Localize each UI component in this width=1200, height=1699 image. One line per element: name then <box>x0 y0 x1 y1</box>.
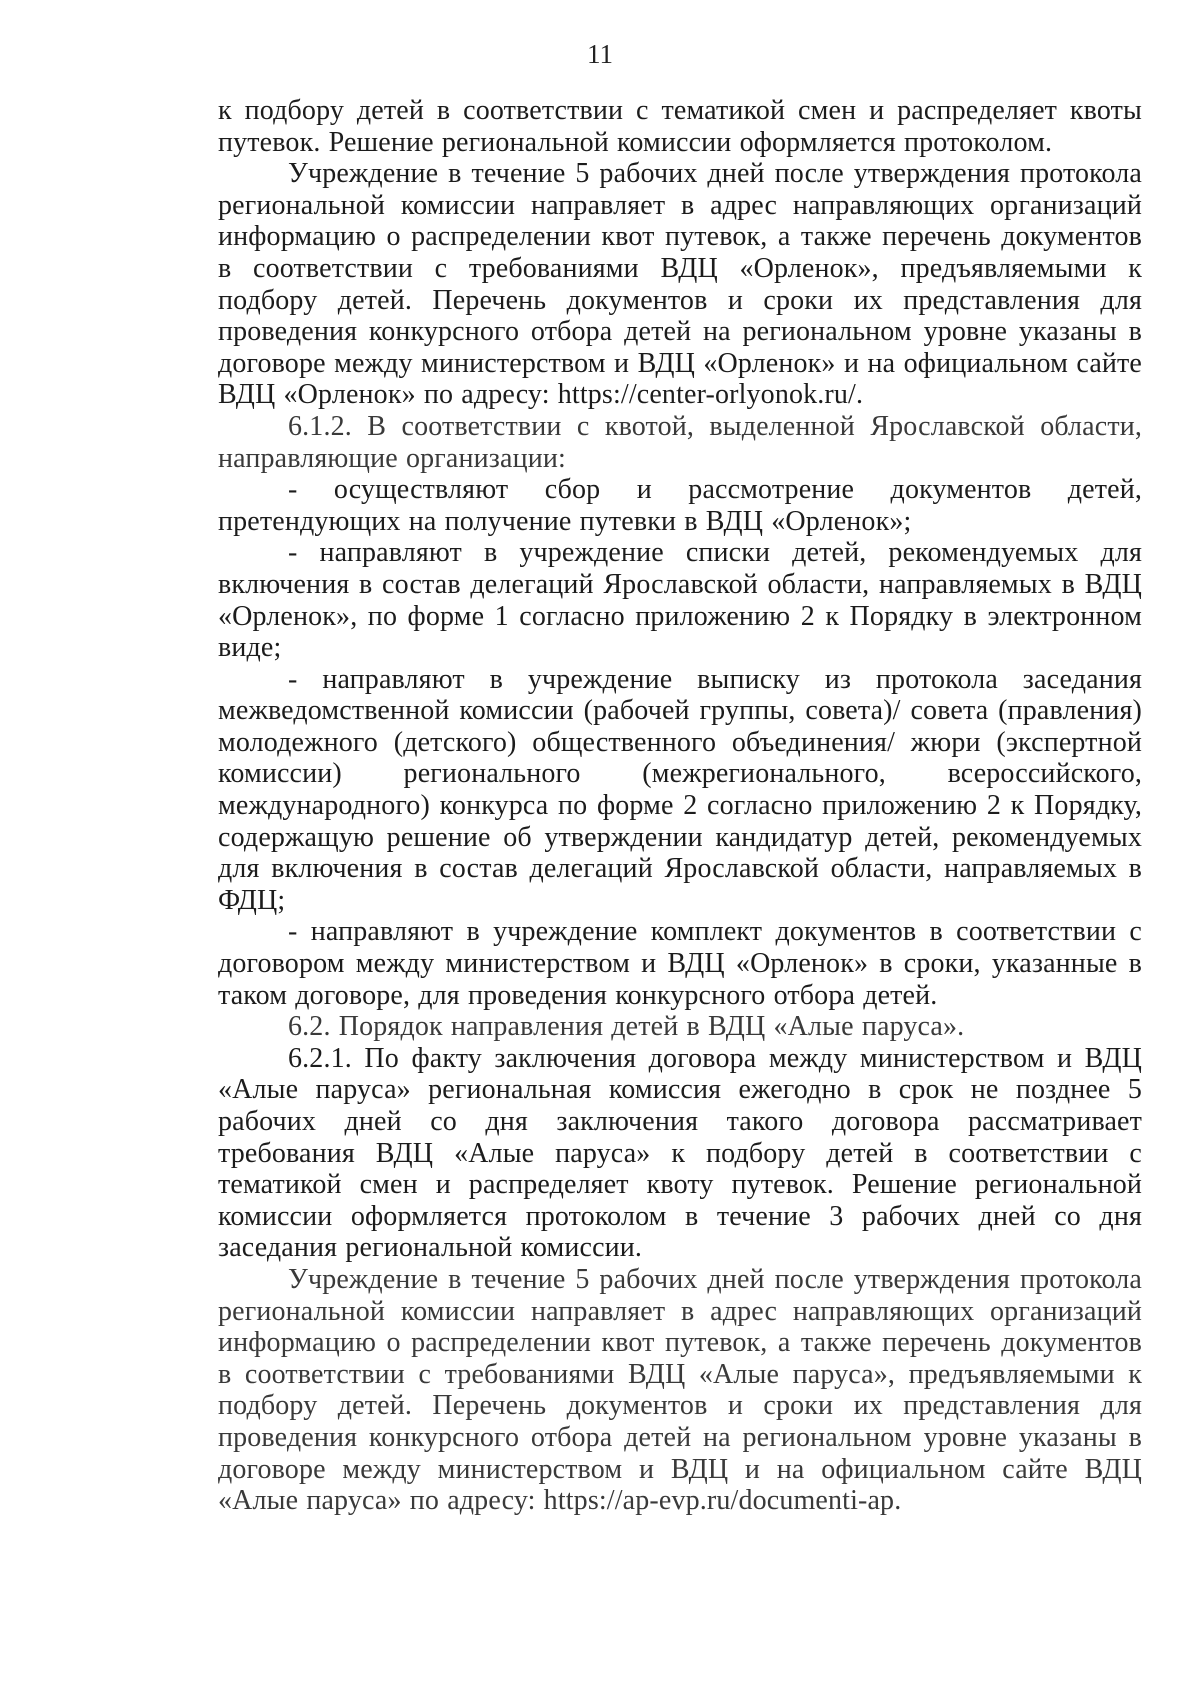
paragraph-2: Учреждение в течение 5 рабочих дней после утверждения протокола региональной комиссии направляет в адрес направляющих организаций информацию о распределении квот путевок, а также перечень документов в соответствии с требованиями ВДЦ «Орленок», предъявляемыми к подбору детей. Перечень документов и сроки их представления для проведения конкурсного отбора детей на региональном уровне указаны в договоре между министерством и ВДЦ «Орленок» и на официальном сайте ВДЦ «Орленок» по адресу: https://center-orlyonok.ru/. <box>218 158 1142 411</box>
paragraph-4: - осуществляют сбор и рассмотрение документов детей, претендующих на получение путевки в ВДЦ «Орленок»; <box>218 474 1142 537</box>
paragraph-5: - направляют в учреждение списки детей, рекомендуемых для включения в состав делегаций Ярославской области, направляемых в ВДЦ «Орленок», по форме 1 согласно приложению 2 к Порядку в электронном виде; <box>218 537 1142 664</box>
page-number: 11 <box>587 39 613 69</box>
paragraph-7: - направляют в учреждение комплект документов в соответствии с договором между министерством и ВДЦ «Орленок» в сроки, указанные в таком договоре, для проведения конкурсного отбора детей. <box>218 916 1142 1011</box>
paragraph-8: 6.2. Порядок направления детей в ВДЦ «Алые паруса». <box>288 1011 965 1043</box>
paragraph-9: 6.2.1. По факту заключения договора между министерством и ВДЦ «Алые паруса» региональная комиссия ежегодно в срок не позднее 5 рабочих дней со дня заключения такого договора рассматривает требования ВДЦ «Алые паруса» к подбору детей в соответствии с тематикой смен и распределяет квоту путевок. Решение региональной комиссии оформляется протоколом в течение 3 рабочих дней со дня заседания региональной комиссии. <box>218 1042 1142 1264</box>
paragraph-10: Учреждение в течение 5 рабочих дней после утверждения протокола региональной комиссии направляет в адрес направляющих организаций информацию о распределении квот путевок, а также перечень документов в соответствии с требованиями ВДЦ «Алые паруса», предъявляемыми к подбору детей. Перечень документов и сроки их представления для проведения конкурсного отбора детей на региональном уровне указаны в договоре между министерством и ВДЦ и на официальном сайте ВДЦ «Алые паруса» по адресу: https://ap-evp.ru/documenti-ap. <box>218 1263 1142 1517</box>
paragraph-6: - направляют в учреждение выписку из протокола заседания межведомственной комиссии (рабочей группы, совета)/ совета (правления) молодежного (детского) общественного объединения/ жюри (экспертной комиссии) регионального (межрегионального, всероссийского, международного) конкурса по форме 2 согласно приложению 2 к Порядку, содержащую решение об утверждении кандидатур детей, рекомендуемых для включения в состав делегаций Ярославской области, направляемых в ФДЦ; <box>218 663 1142 916</box>
paragraph-1: к подбору детей в соответствии с тематикой смен и распределяет квоты путевок. Решение региональной комиссии оформляется протоколом. <box>218 95 1142 158</box>
paragraph-3: 6.1.2. В соответствии с квотой, выделенной Ярославской области, направляющие организации: <box>218 410 1142 474</box>
document-body <box>218 95 1142 1517</box>
